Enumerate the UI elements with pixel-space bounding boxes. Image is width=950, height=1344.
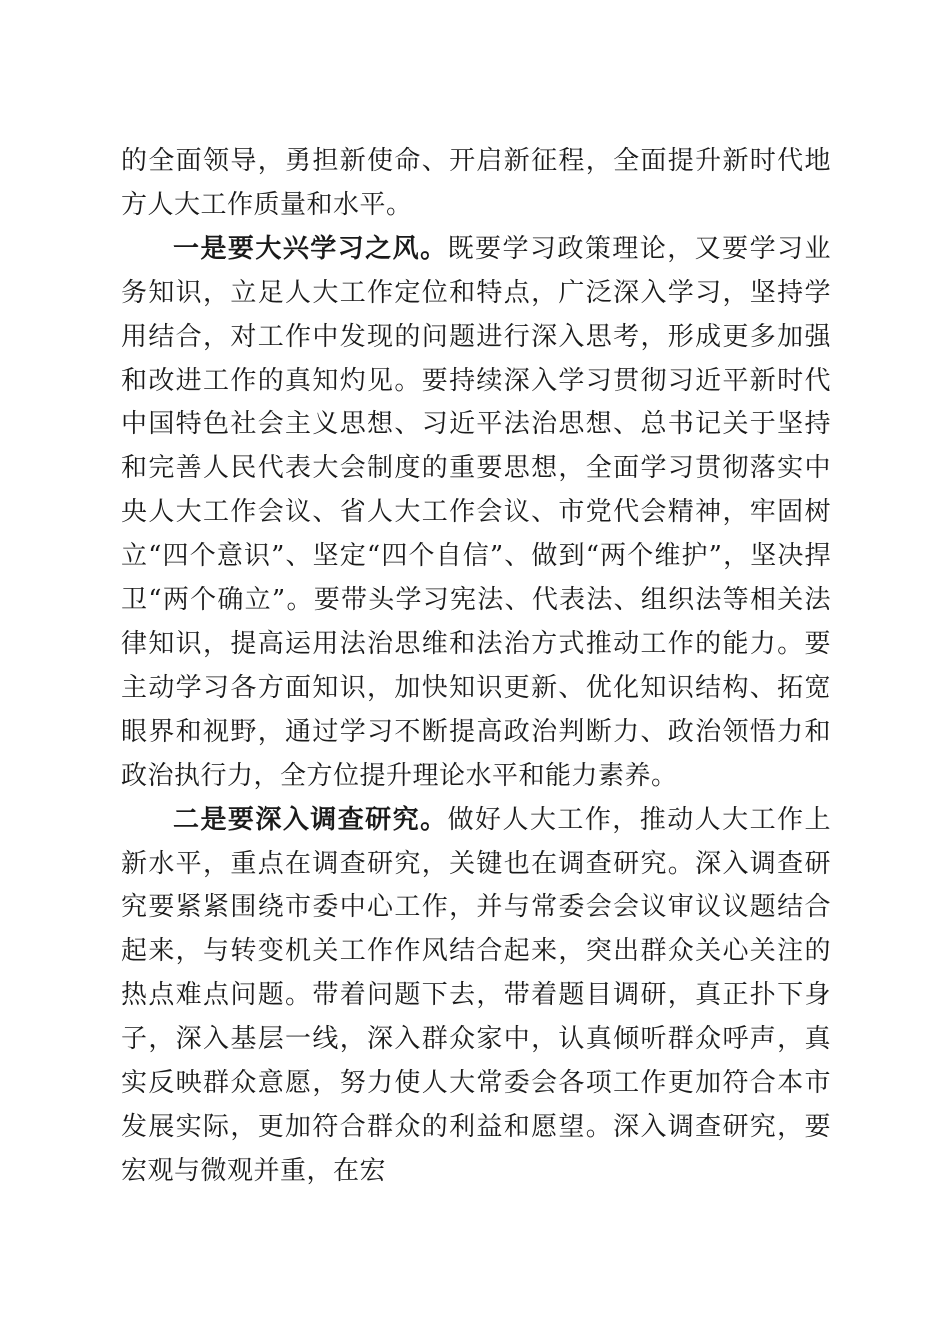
paragraph-text: 做好人大工作，推动人大工作上新水平，重点在调查研究，关键也在调查研究。深入调查研究要紧紧围绕市委中心工作，并与常委会会议审议议题结合起来，与转变机关工作作风结合起来，突出群众关心关注的热点难点问题。带着问题下去，带着题目调研，真正扑下身子，深入基层一线，深入群众家中，认真倾听群众呼声，真实反映群众意愿，努力使人大常委会各项工作更加符合本市发展实际，更加符合群众的利益和愿望。深入调查研究，要宏观与微观并重，在宏 — [121, 804, 831, 1186]
paragraph-continuation — [121, 140, 831, 228]
document-body — [121, 140, 831, 1194]
paragraph-text: 的全面领导，勇担新使命、开启新征程，全面提升新时代地方人大工作质量和水平。 — [121, 146, 831, 220]
paragraph-lead-heading: 一是要大兴学习之风。 — [173, 233, 448, 264]
paragraph-lead-heading: 二是要深入调查研究。 — [173, 804, 448, 835]
paragraph-text: 既要学习政策理论，又要学习业务知识，立足人大工作定位和特点，广泛深入学习，坚持学用结合，对工作中发现的问题进行深入思考，形成更多加强和改进工作的真知灼见。要持续深入学习贯彻习近平新时代中国特色社会主义思想、习近平法治思想、总书记关于坚持和完善人民代表大会制度的重要思想，全面学习贯彻落实中央人大工作会议、省人大工作会议、市党代会精神，牢固树立“四个意识”、坚定“四个自信”、做到“两个维护”，坚决捍卫“两个确立”。要带头学习宪法、代表法、组织法等相关法律知识，提高运用法治思维和法治方式推动工作的能力。要主动学习各方面知识，加快知识更新、优化知识结构、拓宽眼界和视野，通过学习不断提高政治判断力、政治领悟力和政治执行力，全方位提升理论水平和能力素养。 — [121, 233, 831, 791]
paragraph-research — [121, 799, 831, 1194]
paragraph-study — [121, 228, 831, 799]
